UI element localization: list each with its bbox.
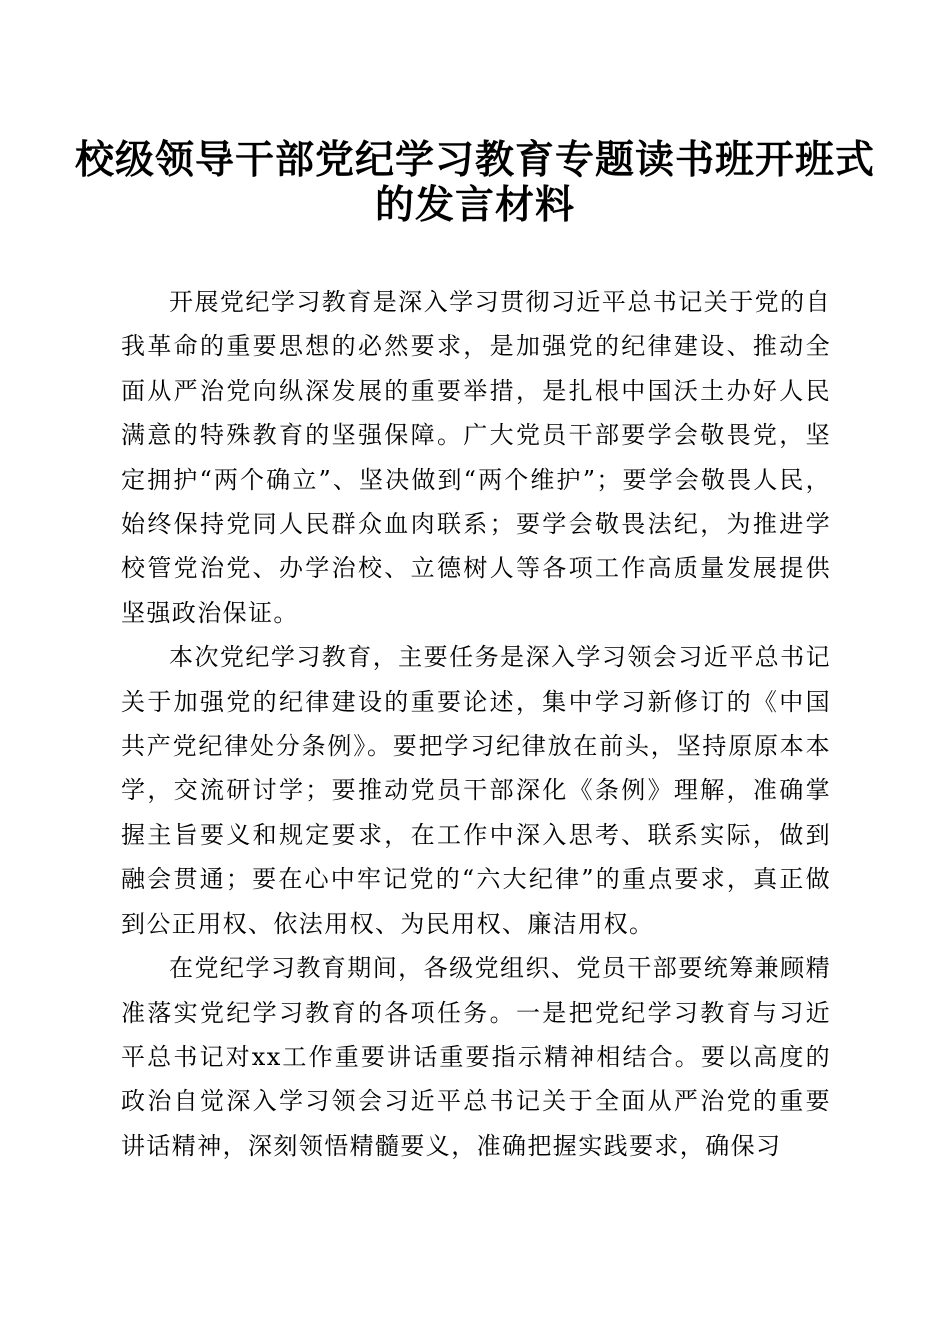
- document-title-line-2: 的发言材料: [374, 182, 575, 228]
- document-title-line-1: 校级领导干部党纪学习教育专题读书班开班式: [74, 137, 875, 183]
- body-paragraph-3: 在党纪学习教育期间，各级党组织、党员干部要统筹兼顾精准落实党纪学习教育的各项任务。一是把党纪学习教育与习近平总书记对xx工作重要讲话重要指示精神相结合。要以高度的政治自觉深入学习领会习近平总书记关于全面从严治党的重要讲话精神，深刻领悟精髓要义，准确把握实践要求，确保习: [121, 954, 831, 1160]
- body-paragraph-2: 本次党纪学习教育，主要任务是深入学习领会习近平总书记关于加强党的纪律建设的重要论述，集中学习新修订的《中国共产党纪律处分条例》。要把学习纪律放在前头，坚持原原本本学，交流研讨学；要推动党员干部深化《条例》理解，准确掌握主旨要义和规定要求，在工作中深入思考、联系实际，做到融会贯通；要在心中牢记党的“六大纪律”的重点要求，真正做到公正用权、依法用权、为民用权、廉洁用权。: [121, 643, 831, 938]
- document-body: [121, 280, 831, 1168]
- body-paragraph-1: 开展党纪学习教育是深入学习贯彻习近平总书记关于党的自我革命的重要思想的必然要求，是加强党的纪律建设、推动全面从严治党向纵深发展的重要举措，是扎根中国沃土办好人民满意的特殊教育的坚强保障。广大党员干部要学会敬畏党，坚定拥护“两个确立”、坚决做到“两个维护”；要学会敬畏人民，始终保持党同人民群众血肉联系；要学会敬畏法纪，为推进学校管党治党、办学治校、立德树人等各项工作高质量发展提供坚强政治保证。: [121, 288, 831, 627]
